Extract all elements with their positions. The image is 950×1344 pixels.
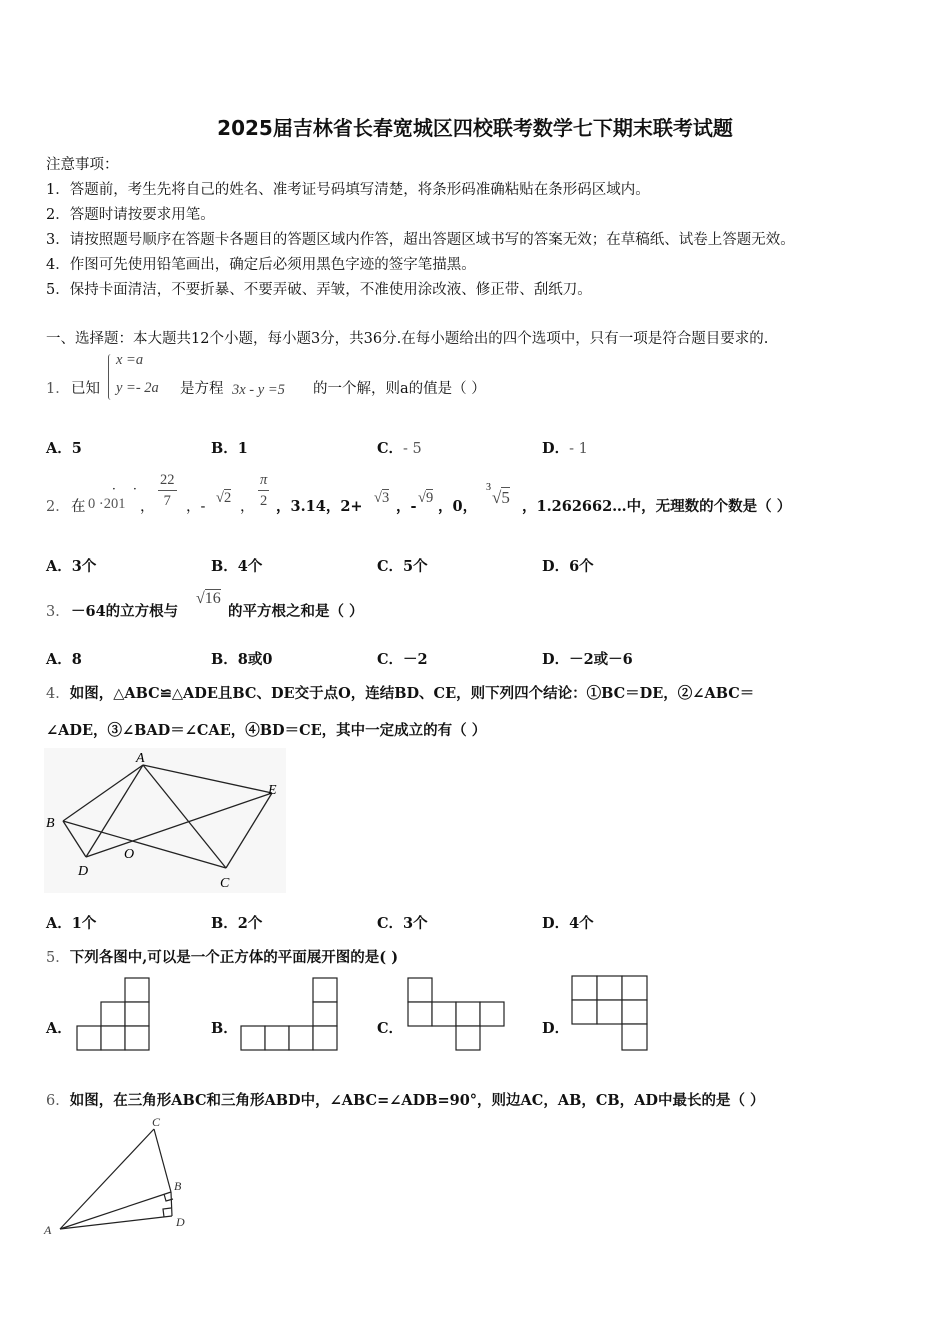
q3-option-b: B．8或0	[211, 651, 273, 668]
q4-figure	[44, 748, 286, 893]
question-number: 3．	[46, 604, 70, 620]
right-angle-mark	[163, 1208, 171, 1217]
question-number: 6．	[46, 1093, 70, 1109]
q2-text: ，-	[396, 498, 417, 515]
net-square	[572, 976, 597, 1000]
notes-heading: 注意事项：	[46, 157, 119, 173]
q2-text: ，3.14，2+	[276, 498, 363, 515]
q2-fraction-22-7: $\frac{22}{7}$	[160, 472, 175, 509]
question-4-line1	[46, 682, 754, 703]
label-a: A	[44, 1223, 52, 1237]
sqrt-icon: √9	[418, 490, 434, 506]
q1-option-a: A．5	[46, 440, 82, 457]
net-square	[480, 1002, 504, 1026]
cbrt-index: 3	[486, 482, 491, 493]
q1-equation: 3x - y =5	[232, 382, 285, 398]
label-e: E	[268, 783, 277, 798]
q2-text-pre: 在	[71, 499, 86, 515]
q2-option-b: B．4个	[211, 558, 263, 575]
question-number: 2．	[46, 499, 70, 515]
q5-option-b-label: B．	[211, 1020, 238, 1037]
q5-option-d-label: D．	[542, 1020, 570, 1037]
sqrt-icon: √16	[196, 590, 221, 607]
q1-option-b: B．1	[211, 440, 248, 457]
label-b: B	[174, 1179, 182, 1193]
label-d: D	[176, 1215, 185, 1229]
q2-option-d: D．6个	[542, 558, 594, 575]
question-4-line2: ∠ADE，③∠BAD＝∠CAE，④BD＝CE，其中一定成立的有（ ）	[46, 722, 487, 739]
question-6	[46, 1089, 765, 1110]
q2-fraction-pi-2: $\frac{\pi}{2}$	[260, 472, 268, 509]
net-square	[125, 1026, 149, 1050]
net-square	[597, 976, 622, 1000]
question-number: 4．	[46, 686, 70, 702]
section-heading: 一、选择题：本大题共12个小题，每小题3分，共36分.在每小题给出的四个选项中，只有一项是符合题目要求的.	[46, 331, 769, 347]
q3-text-pre: －64的立方根与	[71, 603, 179, 620]
q1-text-post: 的一个解，则a的值是（ ）	[313, 381, 486, 397]
q6-text: 如图，在三角形ABC和三角形ABD中，∠ABC=∠ADB=90°，则边AC，AB，CB，AD中最长的是（ ）	[69, 1092, 765, 1109]
net-square	[313, 978, 337, 1002]
net-square	[101, 1026, 125, 1050]
q5-net-a	[76, 977, 152, 1053]
q5-net-c	[406, 977, 506, 1053]
question-2	[46, 470, 926, 520]
q3-option-c: C．－2	[377, 651, 428, 668]
q4-option-d: D．4个	[542, 915, 594, 932]
label-b: B	[46, 816, 55, 831]
net-square	[289, 1026, 313, 1050]
question-number: 1．	[46, 381, 70, 397]
net-square	[456, 1026, 480, 1050]
net-square	[456, 1002, 480, 1026]
q2-repeating-decimal: 0 ·201	[88, 496, 126, 512]
q3-option-d: D．－2或－6	[542, 651, 633, 668]
q5-option-a-label: A．	[46, 1020, 72, 1037]
net-square	[622, 1000, 647, 1024]
q6-figure	[40, 1113, 200, 1241]
question-5	[46, 946, 398, 967]
repeating-dot-icon: ·	[133, 482, 137, 496]
net-square	[101, 1002, 125, 1026]
label-d: D	[78, 864, 89, 879]
q3-text-post: 的平方根之和是（ ）	[228, 603, 364, 620]
label-o: O	[124, 847, 135, 862]
label-a: A	[136, 751, 145, 766]
q1-system-eq2: y =- 2a	[116, 380, 159, 396]
q4-option-b: B．2个	[211, 915, 263, 932]
sqrt-icon: √2	[216, 490, 232, 506]
q4-option-a: A．1个	[46, 915, 97, 932]
cbrt-icon: √5	[492, 488, 510, 507]
segment-bd	[171, 1192, 172, 1216]
net-square	[265, 1026, 289, 1050]
net-square	[125, 1002, 149, 1026]
note-item: 3．请按照题号顺序在答题卡各题目的答题区域内作答，超出答题区域书写的答案无效；在草稿纸、试卷上答题无效。	[46, 232, 795, 248]
sqrt-icon: √3	[374, 490, 390, 506]
q4-text: 如图，△ABC≌△ADE且BC、DE交于点O，连结BD、CE，则下列四个结论：①BC＝DE，②∠ABC＝	[69, 685, 755, 702]
q2-comma: ，	[140, 499, 155, 515]
segment-ac	[60, 1129, 154, 1229]
note-item: 1．答题前，考生先将自己的姓名、准考证号码填写清楚，将条形码准确粘贴在条形码区域内。	[46, 182, 650, 198]
q1-option-d: D．- 1	[542, 440, 588, 457]
q2-text: ，0，	[438, 498, 478, 515]
net-square	[432, 1002, 456, 1026]
q2-option-a: A．3个	[46, 558, 97, 575]
page-title: 2025届吉林省长春宽城区四校联考数学七下期末联考试题	[217, 116, 733, 140]
net-square	[241, 1026, 265, 1050]
net-square	[572, 1000, 597, 1024]
q2-text: ，-	[186, 499, 206, 515]
label-c: C	[152, 1115, 161, 1129]
repeating-dot-icon: ·	[112, 482, 116, 496]
net-square	[313, 1002, 337, 1026]
q2-option-c: C．5个	[377, 558, 428, 575]
net-square	[408, 1002, 432, 1026]
net-square	[313, 1026, 337, 1050]
q5-option-c-label: C．	[377, 1020, 404, 1037]
q1-text-pre: 已知	[71, 381, 100, 397]
q2-text-post: ，1.262662…中，无理数的个数是（ ）	[522, 498, 792, 515]
note-item: 4．作图可先使用铅笔画出，确定后必须用黑色字迹的签字笔描黑。	[46, 257, 476, 273]
q5-net-d	[570, 975, 650, 1053]
q3-option-a: A．8	[46, 651, 82, 668]
label-c: C	[220, 876, 230, 891]
q1-text-mid: 是方程	[180, 381, 224, 397]
segment-cb	[154, 1129, 171, 1192]
q1-option-c: C．- 5	[377, 440, 422, 457]
brace-icon	[108, 354, 111, 400]
note-item: 5．保持卡面清洁，不要折暴、不要弄破、弄皱，不准使用涂改液、修正带、刮纸刀。	[46, 282, 592, 298]
net-square	[622, 1024, 647, 1050]
net-square	[408, 978, 432, 1002]
note-item: 2．答题时请按要求用笔。	[46, 207, 215, 223]
net-square	[125, 978, 149, 1002]
q5-net-b	[239, 977, 339, 1053]
question-number: 5．	[46, 950, 70, 966]
net-square	[597, 1000, 622, 1024]
net-square	[77, 1026, 101, 1050]
segment-ad	[60, 1216, 172, 1229]
net-square	[622, 976, 647, 1000]
q1-system-eq1: x =a	[116, 352, 144, 368]
q4-option-c: C．3个	[377, 915, 428, 932]
q5-text: 下列各图中,可以是一个正方体的平面展开图的是( )	[69, 949, 399, 966]
q2-comma: ，	[240, 499, 255, 515]
